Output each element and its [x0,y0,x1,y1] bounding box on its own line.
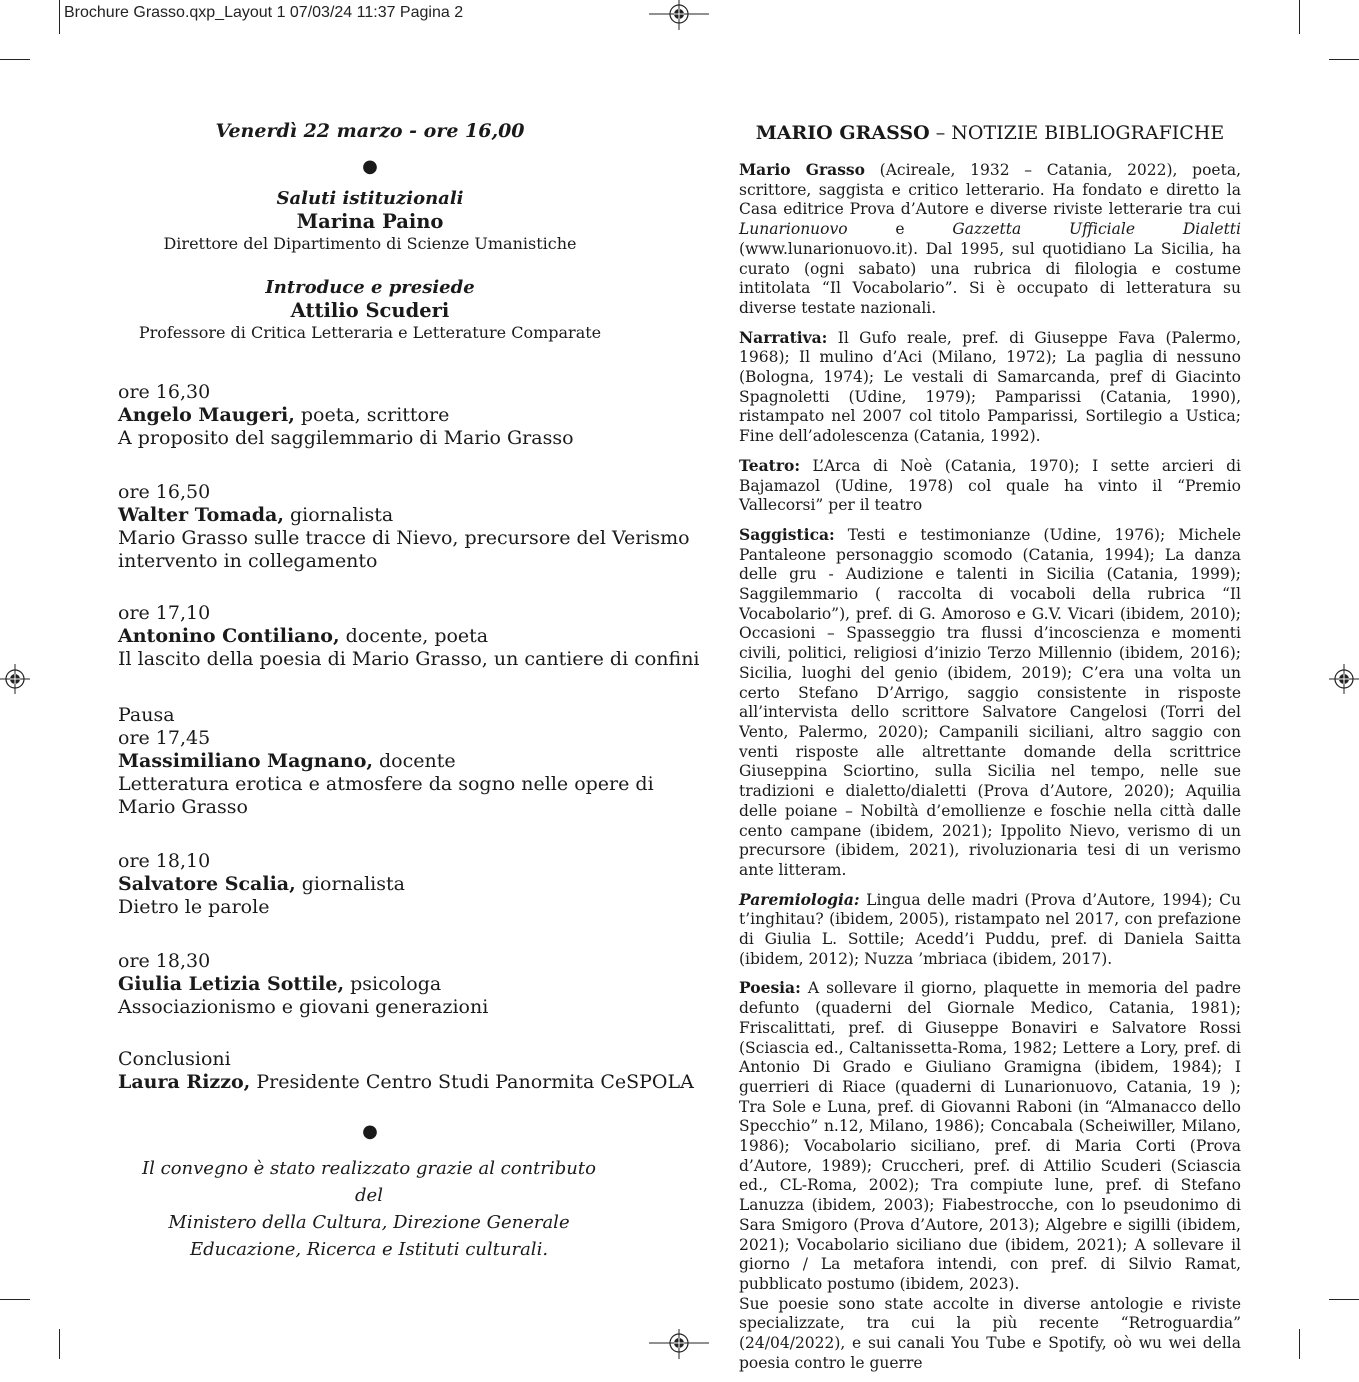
registration-mark-icon [1329,664,1359,694]
section-label: Teatro: [739,455,801,475]
talk-title-cont: Mario Grasso [118,796,248,818]
program-time: ore 18,30 [118,950,211,972]
speaker-name: Giulia Letizia Sottile, [118,973,345,995]
saggistica-paragraph [739,525,1241,881]
speaker-role: Presidente Centro Studi Panormita CeSPOLA [250,1071,694,1093]
section-text: Testi e testimonianze (Udine, 1976); Michele Pantaleone personaggio scomodo (Catania, 1994); La danza delle gru - Audizione e talenti in Sicilia (Catania, 1999); Saggilemmario ( raccolta di vocaboli della rubrica “Il Vocabolario”), pref. di G. Amoroso e G.V. Vicari (ibidem, 2010); Occasioni – Spasseggio tra flussi d’incoscienza e momenti civili, politici, religiosi d’inizio Terzo Millennio (ibidem, 2016); Sicilia, luoghi del genio (ibidem, 2019); C’era una volta un certo Stefano D’Arrigo, saggio consistente in risposte all’intervista dello scrittore Salvatore Cangelosi (Torri del Vento, Palermo, 2020); Campanili siciliani, altro saggio con venti risposte alle altrettante domande della scrittrice Giuseppina Sciortino, sulla Sicilia nel tempo, nelle sue tradizioni e dialetto/dialetti (Prova d’Autore, 2020); Aquilia delle poiane – Nobiltà d’emollienze e foschie nella città dalle cento campane (ibidem, 2021); Ippolito Nievo, verismo di un precursore (ibidem, 2021), rivoluzionaria tesi di un verismo ante litteram. [739,525,1241,879]
program-time: ore 17,10 [118,602,211,624]
greet-label: Saluti istituzionali [276,188,464,209]
speaker-name: Massimiliano Magnano, [118,750,373,772]
intro-label: Introduce e presiede [265,277,475,298]
bullet-icon: ● [362,156,378,177]
intro-name: Attilio Scuderi [290,299,450,322]
bibliography-body [739,160,1241,1382]
talk-title: Mario Grasso sulle tracce di Nievo, precursore del Verismo [118,527,690,549]
speaker-name: Walter Tomada, [118,504,284,526]
print-slug: Brochure Grasso.qxp_Layout 1 07/03/24 11:37 Pagina 2 [64,4,464,21]
bio-text: e [847,220,953,239]
talk-title: Associazionismo e giovani generazioni [118,996,489,1018]
sponsor-line: Ministero della Cultura, Direzione Generale [168,1212,570,1233]
program-item [118,481,690,573]
talk-title: Letteratura erotica e atmosfere da sogno nelle opere di [118,773,654,795]
section-label: Narrativa: [739,327,828,347]
section-text: Lingua delle madri (Prova d’Autore, 1994); Cu t’inghitau? (ibidem, 2005), ristampato nel 2017, con prefazione di Giulia L. Sottile; Acedd’i Puddu, pref. di Daniela Saitta (ibidem, 2012); Nuzza ’mbriaca (ibidem, 2017). [739,890,1241,968]
speaker-name: Laura Rizzo, [118,1071,251,1093]
crop-mark [1329,59,1359,60]
crop-mark [0,1299,30,1300]
bio-title: Gazzetta Ufficiale Dialetti [952,220,1241,239]
speaker-role: giornalista [295,873,405,895]
crop-mark [0,59,30,60]
program-item [118,704,654,819]
bullet-icon: ● [362,1121,378,1142]
speaker-role: docente, poeta [339,625,489,647]
section-text: L’Arca di Noè (Catania, 1970); I sette arcieri di Bajamazol (Udine, 1978) col quale ha vinto il “Premio Vallecorsi” per il teatro [739,456,1241,515]
program-item [118,950,638,1019]
talk-title: Il lascito della poesia di Mario Grasso, un cantiere di confini [118,648,700,670]
crop-mark [59,0,60,34]
sponsor-line: Il convegno è stato realizzato grazie al contributo del [142,1158,596,1206]
heading-name: MARIO GRASSO [755,122,930,144]
bio-title: Lunarionuovo [739,220,848,239]
section-label: Poesia: [739,978,801,998]
left-column-header [118,120,622,343]
poesia-paragraph [739,978,1241,1294]
program-item [118,602,700,671]
talk-title: Dietro le parole [118,896,270,918]
program-time: ore 16,50 [118,481,211,503]
speaker-name: Salvatore Scalia, [118,873,296,895]
program-time: ore 16,30 [118,381,211,403]
conclusions-label: Conclusioni [118,1048,231,1070]
greet-name: Marina Paino [296,210,444,233]
bibliography-heading [739,122,1241,144]
sponsor-line: Educazione, Ricerca e Istituti culturali. [189,1239,549,1260]
bio-name: Mario Grasso [739,160,865,179]
section-text: Il Gufo reale, pref. di Giuseppe Fava (Palermo, 1968); Il mulino d’Aci (Milano, 1972); La paglia di nessuno (Bologna, 1974); Le vestali di Samarcanda, pref di Giacinto Spagnoletti (Udine, 1979); Pamparissi (Catania, 1990), ristampato nel 2007 col titolo Pamparissi, Sortilegio a Ustica; Fine dell’adolescenza (Catania, 1992). [739,328,1241,446]
section-label: Saggistica: [739,524,835,544]
registration-mark-icon [649,1329,709,1359]
teatro-paragraph [739,456,1241,516]
talk-note: intervento in collegamento [118,550,378,572]
intro-role: Professore di Critica Letteraria e Letterature Comparate [138,323,602,342]
speaker-name: Angelo Maugeri, [118,404,295,426]
conclusions [118,1048,694,1094]
event-date: Venerdì 22 marzo - ore 16,00 [215,120,525,142]
section-label: Paremiologia: [739,889,860,909]
heading-rest: – NOTIZIE BIBLIOGRAFICHE [929,122,1225,144]
bio-text: (www.lunarionuovo.it). Dal 1995, sul quotidiano La Sicilia, ha curato (ogni sabato) una rubrica di filologia e costume intitolata “Il Vocabolario”. Si è occupato di letteratura su diverse testate nazionali. [739,239,1241,317]
crop-mark [1299,0,1300,34]
program-item [118,381,638,450]
bio-paragraph [739,160,1241,319]
registration-mark-icon [0,664,30,694]
greet-role: Direttore del Dipartimento di Scienze Umanistiche [163,234,577,253]
crop-mark [1329,1299,1359,1300]
speaker-role: docente [372,750,456,772]
section-text: A sollevare il giorno, plaquette in memoria del padre defunto (quaderni del Giornale Medico, Catania, 1981); Friscalittati, pref. di Giuseppe Bonaviri e Salvatore Rossi (Sciascia ed., Caltanissetta-Roma, 1982; Lettere a Lory, pref. di Antonio Di Grado e Giuliano Gramigna (ibidem, 1984); I guerrieri di Riace (quaderni di Lunarionuovo, Catania, 19 ); Tra Sole e Luna, pref. di Giovanni Raboni (in “Almanacco dello Specchio” n.12, Milano, 1986); Concabala (Scheiwiller, Milano, 1986); Vocabolario siciliano, pref. di Maria Corti (Prova d’Autore, 1989); Cruccheri, pref. di Attilio Scuderi (Sciascia ed., CL-Roma, 2002); Tra compiute lune, pref. di Stefano Lanuzza (ibidem, 2003); Fiabestrocche, con lo pseudonimo di Sara Smigoro (Prova d’Autore, 2013); Algebre e sigilli (ibidem, 2021); Vocabolario siciliano due (ibidem, 2021); A sollevare il giorno / La metafora intendi, con pref. di Silvio Ramat, pubblicato postumo (ibidem, 2023). [739,979,1241,1293]
speaker-name: Antonino Contiliano, [118,625,340,647]
speaker-role: psicologa [344,973,442,995]
speaker-role: giornalista [283,504,394,526]
pause-label: Pausa [118,704,175,726]
narrativa-paragraph [739,328,1241,447]
final-paragraph: Sue poesie sono state accolte in diverse antologie e riviste specializzate, tra cui la più recente “Retroguardia” (24/04/2022), e sui canali You Tube e Spotify, oò wu wei della poesia contro le guerre [739,1294,1241,1372]
bio-text: (Acireale, 1932 – Catania, 2022), poeta, scrittore, saggista e critico letterario. Ha fondato e diretto la Casa editrice Prova d’Autore e diverse riviste letterarie tra cui [739,161,1241,219]
paremiologia-paragraph [739,890,1241,970]
crop-mark [59,1329,60,1359]
program-time: ore 17,45 [118,727,211,749]
talk-title: A proposito del saggilemmario di Mario Grasso [118,427,574,449]
crop-mark [1299,1329,1300,1359]
program-item [118,850,638,919]
program-time: ore 18,10 [118,850,211,872]
speaker-role: poeta, scrittore [294,404,450,426]
sponsor-note [140,1155,598,1263]
registration-mark-icon [649,0,709,30]
